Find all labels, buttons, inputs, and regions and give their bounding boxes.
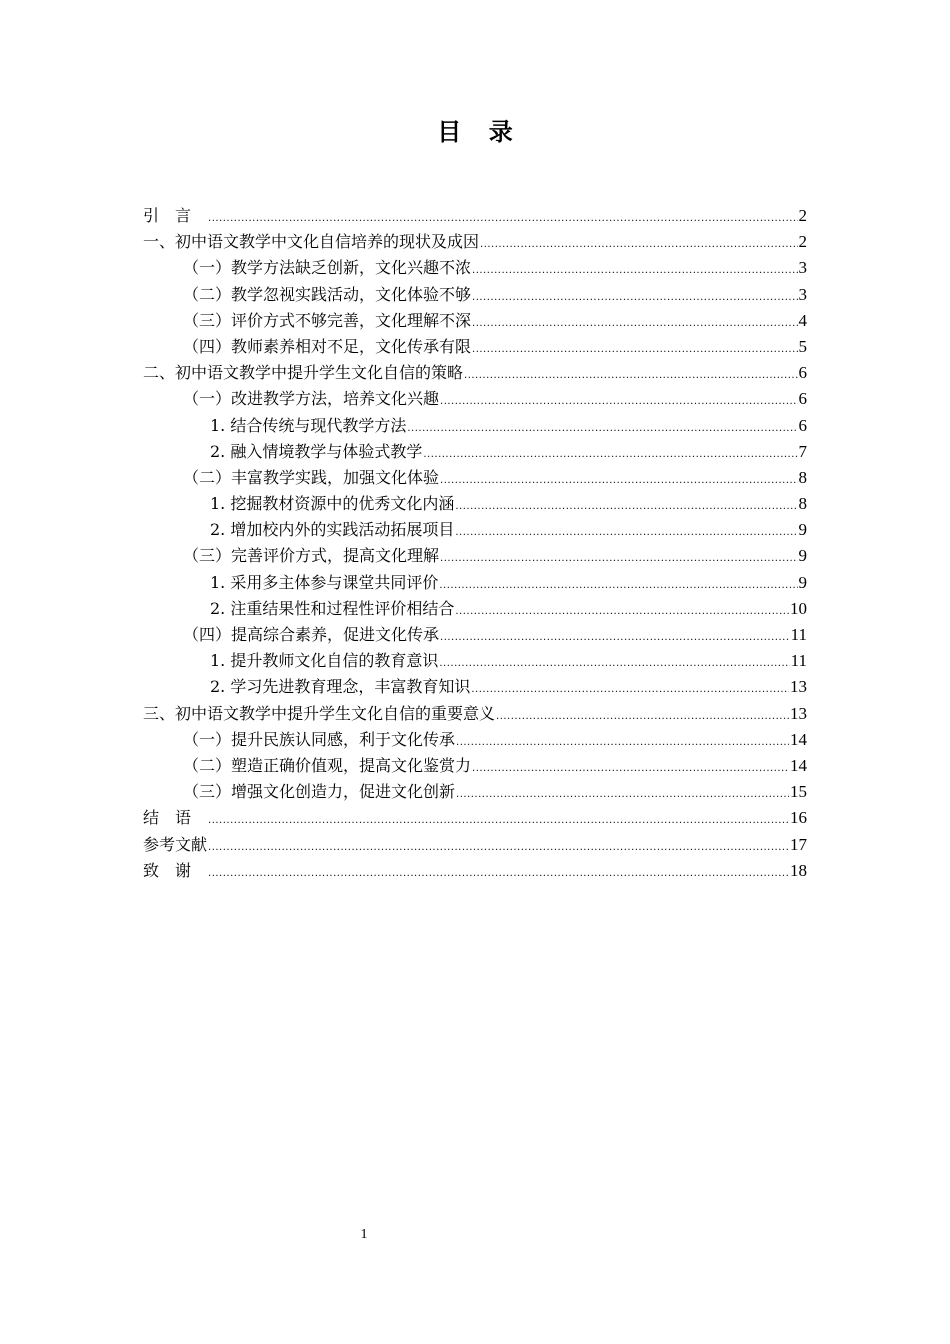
toc-entry-label: （二）塑造正确价值观，提高文化鉴赏力	[183, 755, 472, 775]
toc-dot-leader	[407, 424, 797, 434]
toc-entry-page: 9	[798, 572, 807, 592]
toc-dot-leader	[440, 397, 797, 407]
page-title: 目 录	[437, 118, 523, 146]
toc-entry-label: 2. 注重结果性和过程性评价相结合	[210, 598, 455, 618]
toc-entry-page: 11	[790, 651, 807, 671]
toc-entry-page: 14	[790, 755, 807, 775]
toc-entry-page: 8	[798, 467, 807, 487]
toc-entry-page: 7	[798, 441, 807, 461]
toc-entry[interactable]	[143, 517, 807, 543]
toc-entry-page: 4	[798, 310, 807, 330]
toc-entry[interactable]	[143, 701, 807, 727]
toc-entry-label: （二）教学忽视实践活动，文化体验不够	[183, 284, 472, 304]
toc-entry-page: 13	[790, 677, 807, 697]
toc-dot-leader	[455, 607, 789, 617]
toc-dot-leader	[423, 450, 797, 460]
toc-dot-leader	[439, 659, 789, 669]
toc-dot-leader	[464, 371, 797, 381]
toc-entry[interactable]	[143, 596, 807, 622]
toc-dot-leader	[440, 476, 797, 486]
toc-entry-page: 10	[790, 598, 807, 618]
toc-entry[interactable]	[143, 308, 807, 334]
toc-entry-label: （三）增强文化创造力，促进文化创新	[183, 782, 456, 802]
toc-entry[interactable]	[143, 543, 807, 569]
toc-entry[interactable]	[143, 465, 807, 491]
toc-entry[interactable]	[143, 805, 807, 831]
toc-dot-leader	[439, 581, 797, 591]
toc-dot-leader	[471, 685, 789, 695]
toc-entry-page: 8	[798, 494, 807, 514]
toc-entry[interactable]	[143, 386, 807, 412]
toc-dot-leader	[472, 345, 797, 355]
toc-entry[interactable]	[143, 229, 807, 255]
toc-entry-label: 结语	[143, 808, 208, 828]
toc-entry[interactable]	[143, 648, 807, 674]
toc-entry[interactable]	[143, 674, 807, 700]
toc-entry[interactable]	[143, 413, 807, 439]
toc-entry-label: （三）评价方式不够完善，文化理解不深	[183, 310, 472, 330]
toc-entry-page: 5	[798, 336, 807, 356]
toc-entry-page: 6	[798, 363, 807, 383]
toc-dot-leader	[472, 293, 797, 303]
toc-entry-label: 三、初中语文教学中提升学生文化自信的重要意义	[143, 703, 496, 723]
page-number: 1	[360, 1227, 368, 1242]
toc-entry[interactable]	[143, 203, 807, 229]
toc-entry-page: 9	[798, 546, 807, 566]
toc-dot-leader	[208, 843, 789, 853]
toc-entry-label: （三）完善评价方式，提高文化理解	[183, 546, 440, 566]
toc-entry[interactable]	[143, 439, 807, 465]
toc-entry-page: 6	[798, 415, 807, 435]
toc-entry-page: 18	[790, 860, 807, 880]
toc-entry-label: 1. 结合传统与现代教学方法	[210, 415, 407, 435]
toc-dot-leader	[208, 869, 789, 879]
toc-entry-label: （二）丰富教学实践，加强文化体验	[183, 467, 440, 487]
toc-entry-label: 二、初中语文教学中提升学生文化自信的策略	[143, 363, 464, 383]
toc-dot-leader	[480, 240, 797, 250]
toc-entry-label: （一）提升民族认同感，利于文化传承	[183, 729, 456, 749]
toc-entry-page: 14	[790, 729, 807, 749]
toc-entry[interactable]	[143, 858, 807, 884]
toc-entry-label: 2. 学习先进教育理念，丰富教育知识	[210, 677, 471, 697]
toc-entry[interactable]	[143, 491, 807, 517]
toc-dot-leader	[456, 738, 789, 748]
toc-entry-label: （一）改进教学方法，培养文化兴趣	[183, 389, 440, 409]
toc-entry[interactable]	[143, 622, 807, 648]
toc-entry-page: 17	[790, 834, 807, 854]
toc-entry-label: 1. 采用多主体参与课堂共同评价	[210, 572, 439, 592]
toc-entry-label: 1. 提升教师文化自信的教育意识	[210, 651, 439, 671]
toc-dot-leader	[208, 816, 789, 826]
toc-entry-page: 2	[798, 206, 807, 225]
toc-entry-page: 2	[798, 232, 807, 252]
toc-entry[interactable]	[143, 779, 807, 805]
toc-entry[interactable]	[143, 570, 807, 596]
toc-entry-label: 1. 挖掘教材资源中的优秀文化内涵	[210, 494, 455, 514]
toc-dot-leader	[440, 554, 797, 564]
toc-entry-page: 3	[798, 284, 807, 304]
toc-entry-label: 致谢	[143, 860, 208, 880]
toc-dot-leader	[472, 764, 789, 774]
toc-entry-page: 13	[790, 703, 807, 723]
toc-entry-page: 16	[790, 808, 807, 828]
toc-entry-label: 引言	[143, 206, 208, 225]
toc-entry-page: 9	[798, 520, 807, 540]
toc-entry[interactable]	[143, 727, 807, 753]
table-of-contents	[143, 203, 807, 884]
toc-entry-page: 15	[790, 782, 807, 802]
toc-entry[interactable]	[143, 753, 807, 779]
toc-dot-leader	[496, 712, 789, 722]
toc-entry-label: （四）提高综合素养，促进文化传承	[183, 625, 440, 644]
toc-entry[interactable]	[143, 282, 807, 308]
toc-entry[interactable]	[143, 334, 807, 360]
toc-entry-page: 6	[798, 389, 807, 409]
toc-entry-label: （四）教师素养相对不足，文化传承有限	[183, 336, 472, 356]
toc-dot-leader	[455, 528, 797, 538]
toc-entry-label: 2. 增加校内外的实践活动拓展项目	[210, 520, 455, 540]
toc-dot-leader	[472, 319, 797, 329]
toc-entry-label: （一）教学方法缺乏创新，文化兴趣不浓	[183, 258, 472, 278]
toc-dot-leader	[472, 266, 797, 276]
toc-dot-leader	[455, 502, 797, 512]
toc-entry-label: 2. 融入情境教学与体验式教学	[210, 441, 423, 461]
toc-entry-label: 一、初中语文教学中文化自信培养的现状及成因	[143, 232, 480, 252]
toc-entry[interactable]	[143, 360, 807, 386]
toc-entry-page: 3	[798, 258, 807, 278]
toc-dot-leader	[456, 790, 789, 800]
toc-entry[interactable]	[143, 255, 807, 281]
toc-entry-label: 参考文献	[143, 834, 208, 854]
toc-entry-page: 11	[790, 625, 807, 644]
toc-entry[interactable]	[143, 832, 807, 858]
toc-dot-leader	[208, 214, 797, 224]
toc-dot-leader	[440, 633, 790, 643]
